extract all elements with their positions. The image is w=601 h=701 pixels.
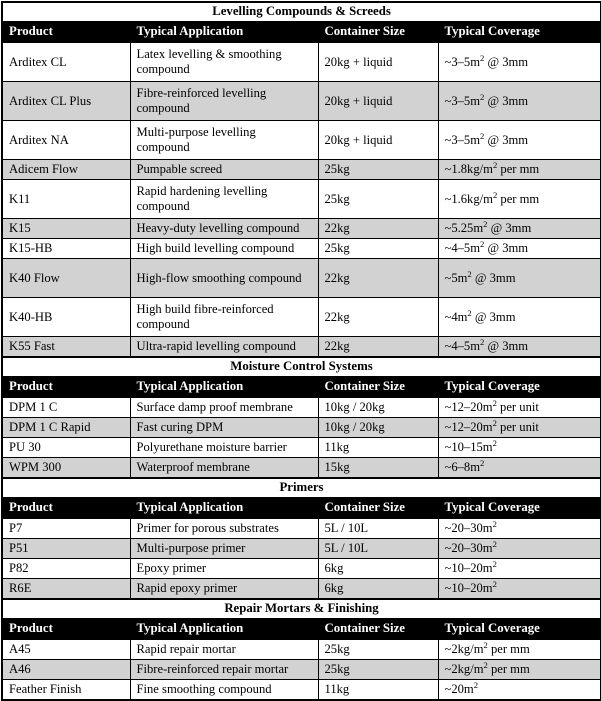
cell-coverage: $\sim 4m^2$ @ 3mm: [438, 298, 601, 337]
table-row: [2, 458, 601, 479]
table-row: [2, 259, 601, 298]
cell-application: Rapid repair mortar: [130, 639, 318, 660]
cell-container-size: 22kg: [318, 337, 438, 358]
superscript-two: 2: [480, 457, 485, 468]
table-row: [2, 42, 601, 82]
column-header-product: Product: [2, 377, 130, 397]
cell-product: DPM 1 C Rapid: [2, 418, 130, 438]
superscript-two: 2: [492, 417, 497, 428]
cell-application: Pumpable screed: [130, 160, 318, 180]
cell-product: K11: [2, 180, 130, 219]
column-header-application: Typical Application: [130, 377, 318, 397]
cell-application: Fast curing DPM: [130, 418, 318, 438]
cell-coverage: $\sim 10-15m^2$: [438, 438, 601, 458]
table-row: [2, 239, 601, 259]
cell-product: WPM 300: [2, 458, 130, 479]
cell-application: Latex levelling & smoothing compound: [130, 42, 318, 82]
superscript-two: 2: [480, 130, 485, 141]
table-row: [2, 438, 601, 458]
cell-container-size: 5L / 10L: [318, 518, 438, 539]
superscript-two: 2: [492, 558, 497, 569]
superscript-two: 2: [467, 268, 472, 279]
cell-product: P51: [2, 539, 130, 559]
cell-container-size: 6kg: [318, 559, 438, 579]
cell-coverage: $\sim 12-20m^2$ per unit: [438, 397, 601, 418]
cell-container-size: 20kg + liquid: [318, 121, 438, 160]
column-header-coverage: Typical Coverage: [438, 22, 601, 42]
cell-container-size: 22kg: [318, 259, 438, 298]
table-row: [2, 219, 601, 239]
cell-product: Arditex CL: [2, 42, 130, 82]
cell-container-size: 5L / 10L: [318, 539, 438, 559]
product-specification-table: [1, 1, 601, 701]
cell-coverage: $\sim 5m^2$ @ 3mm: [438, 259, 601, 298]
superscript-two: 2: [480, 238, 485, 249]
cell-product: K40-HB: [2, 298, 130, 337]
cell-coverage: $\sim 10-20m^2$: [438, 559, 601, 579]
table-row: [2, 121, 601, 160]
cell-product: Arditex NA: [2, 121, 130, 160]
cell-application: Heavy-duty levelling compound: [130, 219, 318, 239]
section-title: Repair Mortars & Finishing: [2, 599, 601, 619]
cell-coverage: $\sim 20-30m^2$: [438, 539, 601, 559]
column-header-product: Product: [2, 22, 130, 42]
cell-application: Primer for porous substrates: [130, 518, 318, 539]
cell-application: High build levelling compound: [130, 239, 318, 259]
column-header-coverage: Typical Coverage: [438, 619, 601, 639]
cell-application: Fibre-reinforced levelling compound: [130, 82, 318, 121]
column-header-coverage: Typical Coverage: [438, 377, 601, 397]
column-header-container-size: Container Size: [318, 498, 438, 518]
column-header-application: Typical Application: [130, 498, 318, 518]
cell-product: Arditex CL Plus: [2, 82, 130, 121]
section-title: Moisture Control Systems: [2, 357, 601, 377]
column-header-application: Typical Application: [130, 619, 318, 639]
section-title: Primers: [2, 478, 601, 498]
section-title-row: [2, 357, 601, 377]
table-row: [2, 518, 601, 539]
cell-container-size: 10kg / 20kg: [318, 418, 438, 438]
cell-application: Epoxy primer: [130, 559, 318, 579]
column-header-coverage: Typical Coverage: [438, 498, 601, 518]
cell-container-size: 20kg + liquid: [318, 82, 438, 121]
table-row: [2, 397, 601, 418]
cell-coverage: $\sim 5.25m^2$ @ 3mm: [438, 219, 601, 239]
cell-application: Surface damp proof membrane: [130, 397, 318, 418]
column-header-product: Product: [2, 498, 130, 518]
cell-container-size: 25kg: [318, 180, 438, 219]
table-row: [2, 337, 601, 358]
superscript-two: 2: [492, 189, 498, 200]
cell-application: Waterproof membrane: [130, 458, 318, 479]
table-row: [2, 418, 601, 438]
superscript-two: 2: [483, 639, 488, 650]
superscript-two: 2: [473, 679, 478, 690]
cell-container-size: 25kg: [318, 239, 438, 259]
cell-application: Rapid epoxy primer: [130, 579, 318, 600]
table-row: [2, 639, 601, 660]
column-header-row: [2, 22, 601, 42]
cell-product: P7: [2, 518, 130, 539]
superscript-two: 2: [483, 218, 488, 229]
cell-coverage: $\sim 12-20m^2$ per unit: [438, 418, 601, 438]
table-row: [2, 298, 601, 337]
table-row: [2, 82, 601, 121]
cell-product: Feather Finish: [2, 680, 130, 701]
cell-application: Fibre-reinforced repair mortar: [130, 660, 318, 680]
superscript-two: 2: [480, 336, 485, 347]
table-row: [2, 660, 601, 680]
cell-container-size: 6kg: [318, 579, 438, 600]
superscript-two: 2: [492, 159, 498, 170]
cell-application: Multi-purpose primer: [130, 539, 318, 559]
cell-coverage: $\sim 2kg/m^2$ per mm: [438, 660, 601, 680]
cell-coverage: $\sim 20m^2$: [438, 680, 601, 701]
column-header-container-size: Container Size: [318, 22, 438, 42]
cell-coverage: $\sim 4-5m^2$ @ 3mm: [438, 337, 601, 358]
cell-product: P82: [2, 559, 130, 579]
superscript-two: 2: [492, 437, 497, 448]
cell-application: Multi-purpose levelling compound: [130, 121, 318, 160]
cell-container-size: 11kg: [318, 438, 438, 458]
cell-product: A45: [2, 639, 130, 660]
cell-product: PU 30: [2, 438, 130, 458]
table-row: [2, 539, 601, 559]
cell-application: High build fibre-reinforced compound: [130, 298, 318, 337]
cell-product: K55 Fast: [2, 337, 130, 358]
superscript-two: 2: [492, 578, 497, 589]
cell-coverage: $\sim 6-8m^2$: [438, 458, 601, 479]
cell-application: Fine smoothing compound: [130, 680, 318, 701]
cell-product: Adicem Flow: [2, 160, 130, 180]
cell-container-size: 25kg: [318, 160, 438, 180]
cell-application: High-flow smoothing compound: [130, 259, 318, 298]
section-title-row: [2, 2, 601, 22]
cell-container-size: 11kg: [318, 680, 438, 701]
cell-application: Ultra-rapid levelling compound: [130, 337, 318, 358]
superscript-two: 2: [480, 52, 485, 63]
cell-product: K40 Flow: [2, 259, 130, 298]
section-title-row: [2, 599, 601, 619]
superscript-two: 2: [492, 518, 497, 529]
cell-container-size: 15kg: [318, 458, 438, 479]
cell-coverage: $\sim 4-5m^2$ @ 3mm: [438, 239, 601, 259]
cell-coverage: $\sim 3-5m^2$ @ 3mm: [438, 121, 601, 160]
cell-coverage: $\sim 1.6kg/m^2$ per mm: [438, 180, 601, 219]
column-header-container-size: Container Size: [318, 377, 438, 397]
cell-product: K15-HB: [2, 239, 130, 259]
cell-coverage: $\sim 20-30m^2$: [438, 518, 601, 539]
cell-container-size: 22kg: [318, 298, 438, 337]
cell-product: R6E: [2, 579, 130, 600]
section-title: Levelling Compounds & Screeds: [2, 2, 601, 22]
column-header-row: [2, 377, 601, 397]
column-header-row: [2, 619, 601, 639]
superscript-two: 2: [492, 397, 497, 408]
superscript-two: 2: [483, 659, 488, 670]
table-row: [2, 559, 601, 579]
cell-product: DPM 1 C: [2, 397, 130, 418]
cell-product: A46: [2, 660, 130, 680]
superscript-two: 2: [480, 91, 485, 102]
cell-container-size: 22kg: [318, 219, 438, 239]
cell-coverage: $\sim 2kg/m^2$ per mm: [438, 639, 601, 660]
cell-application: Rapid hardening levelling compound: [130, 180, 318, 219]
column-header-application: Typical Application: [130, 22, 318, 42]
column-header-container-size: Container Size: [318, 619, 438, 639]
cell-coverage: $\sim 1.8kg/m^2$ per mm: [438, 160, 601, 180]
superscript-two: 2: [467, 307, 472, 318]
column-header-product: Product: [2, 619, 130, 639]
table-row: [2, 160, 601, 180]
cell-container-size: 25kg: [318, 639, 438, 660]
cell-coverage: $\sim 3-5m^2$ @ 3mm: [438, 42, 601, 82]
cell-container-size: 20kg + liquid: [318, 42, 438, 82]
section-title-row: [2, 478, 601, 498]
cell-coverage: $\sim 10-20m^2$: [438, 579, 601, 600]
superscript-two: 2: [492, 538, 497, 549]
table-row: [2, 180, 601, 219]
table-row: [2, 680, 601, 701]
cell-product: K15: [2, 219, 130, 239]
cell-container-size: 25kg: [318, 660, 438, 680]
cell-container-size: 10kg / 20kg: [318, 397, 438, 418]
cell-coverage: $\sim 3-5m^2$ @ 3mm: [438, 82, 601, 121]
table-row: [2, 579, 601, 600]
column-header-row: [2, 498, 601, 518]
cell-application: Polyurethane moisture barrier: [130, 438, 318, 458]
